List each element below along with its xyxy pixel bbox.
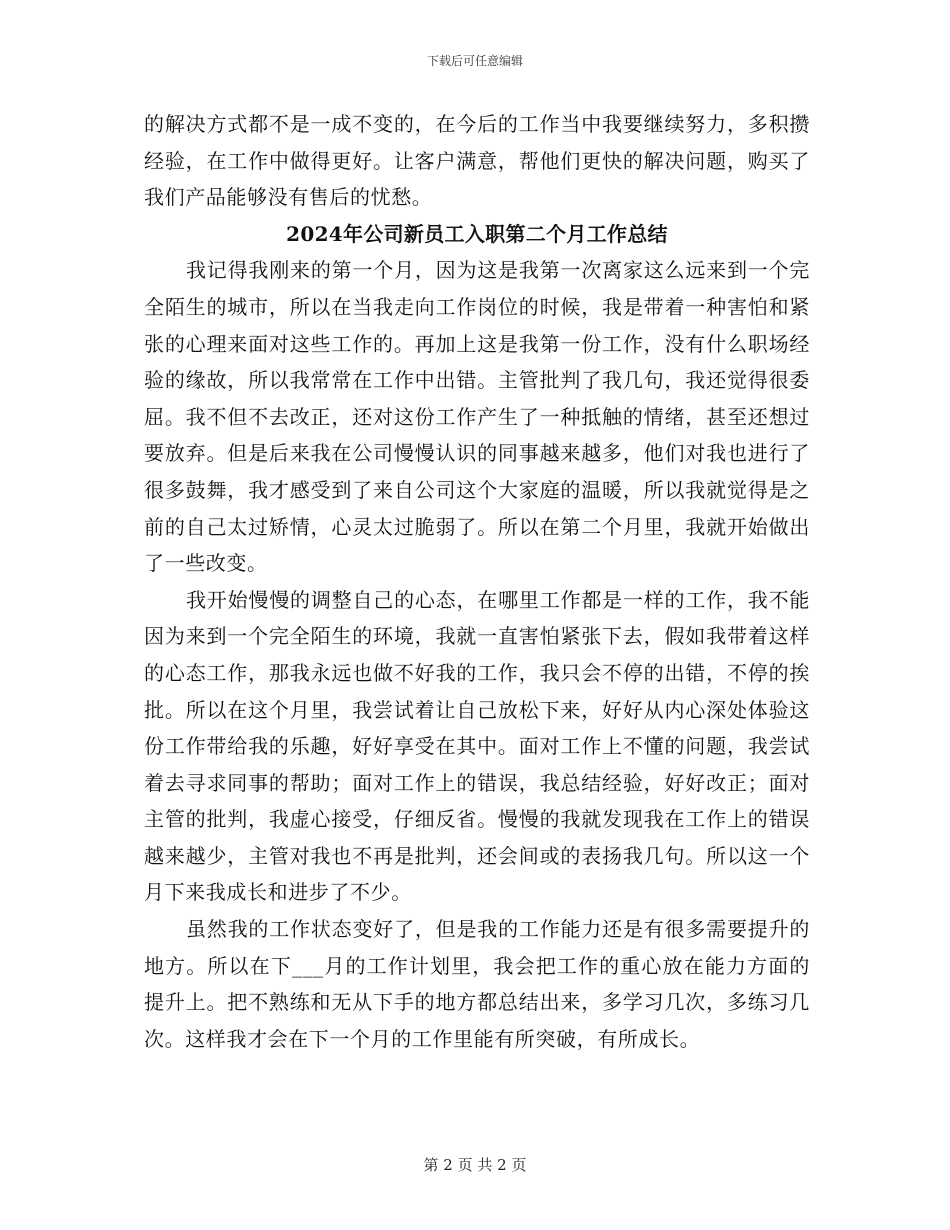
page-number-footer: 第 2 页 共 2 页 [423,1156,527,1174]
body-paragraph-2: 我开始慢慢的调整自己的心态，在哪里工作都是一样的工作，我不能因为来到一个完全陌生的环境，我就一直害怕紧张下去，假如我带着这样的心态工作，那我永远也做不好我的工作，我只会不停的出错，不停的挨批。所以在这个月里，我尝试着让自己放松下来，好好从内心深处体验这份工作带给我的乐趣，好好享受在其中。面对工作上不懂的问题，我尝试着去寻求同事的帮助；面对工作上的错误，我总结经验，好好改正；面对主管的批判，我虚心接受，仔细反省。慢慢的我就发现我在工作上的错误越来越少，主管对我也不再是批判，还会间或的表扬我几句。所以这一个月下来我成长和进步了不少。 [144,587,810,905]
body-paragraph-3: 虽然我的工作状态变好了，但是我的工作能力还是有很多需要提升的地方。所以在下___月的工作计划里，我会把工作的重心放在能力方面的提升上。把不熟练和无从下手的地方都总结出来，多学习几次，多练习几次。这样我才会在下一个月的工作里能有所突破，有所成长。 [144,917,810,1051]
document-title: 2024年公司新员工入职第二个月工作总结 [286,221,668,246]
intro-paragraph: 的解决方式都不是一成不变的，在今后的工作当中我要继续努力，多积攒经验，在工作中做得更好。让客户满意，帮他们更快的解决问题，购买了我们产品能够没有售后的忧愁。 [144,112,810,210]
document-body [144,106,810,1057]
body-paragraph-1: 我记得我刚来的第一个月，因为这是我第一次离家这么远来到一个完全陌生的城市，所以在当我走向工作岗位的时候，我是带着一种害怕和紧张的心理来面对这些工作的。再加上这是我第一份工作，没有什么职场经验的缘故，所以我常常在工作中出错。主管批判了我几句，我还觉得很委屈。我不但不去改正，还对这份工作产生了一种抵触的情绪，甚至还想过要放弃。但是后来我在公司慢慢认识的同事越来越多，他们对我也进行了很多鼓舞，我才感受到了来自公司这个大家庭的温暖，所以我就觉得是之前的自己太过矫情，心灵太过脆弱了。所以在第二个月里，我就开始做出了一些改变。 [144,258,810,576]
page-header: 下载后可任意编辑 [426,54,523,68]
